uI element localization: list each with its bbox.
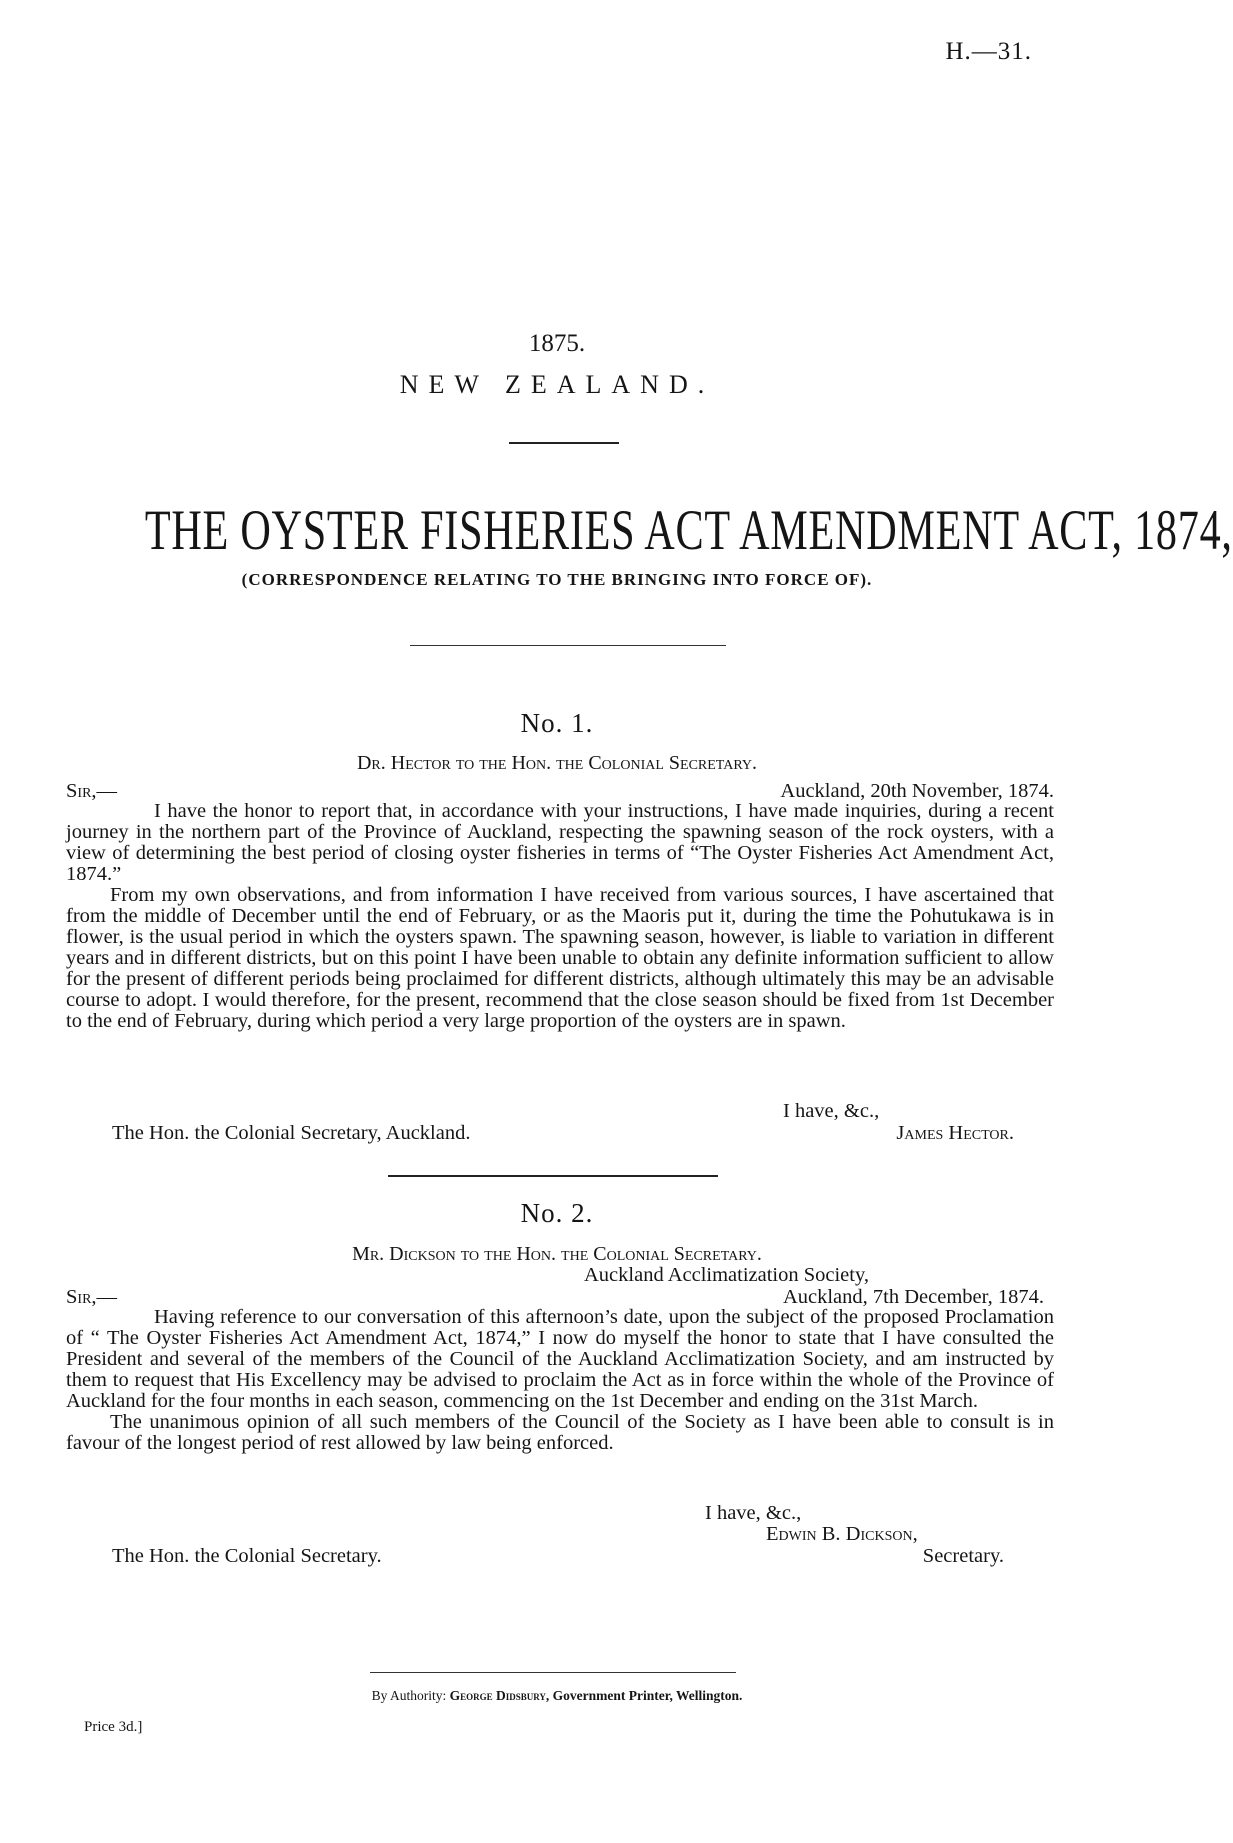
- printer-name: George Didsbury,: [449, 1688, 550, 1703]
- title-rule-top: [509, 442, 619, 444]
- letter-2-paragraph: Having reference to our conversation of this afternoon’s date, upon the subject of the proposed Proclamation of “ The Oyster Fisheries Act Amendment Act, 1874,” I now do myself the honor to state that I have consulted the President and several of the members of the Council of the Auckland Acclimatization Society, and am instructed by them to request that His Excellency may be advised to proclaim the Act as in force within the whole of the Province of Auckland for the four months in each season, commencing on the 1st December and ending on the 31st March.: [66, 1306, 1054, 1412]
- letter-1-closing: I have, &c.,: [783, 1100, 880, 1122]
- subtitle-divider: [410, 645, 726, 646]
- printer-imprint: [0, 1688, 1114, 1704]
- letter-2-signature: Edwin B. Dickson,: [766, 1523, 918, 1545]
- letter-1-body: [66, 801, 1054, 1032]
- country-heading: NEW ZEALAND.: [399, 370, 715, 399]
- letter-2-paragraph: The unanimous opinion of all such members of the Council of the Society as I have been able to consult is in favour of the longest period of rest allowed by law being enforced.: [66, 1411, 1054, 1454]
- letter-2-organisation: Auckland Acclimatization Society,: [584, 1264, 870, 1286]
- footer-rule: [370, 1672, 736, 1673]
- letter-2-heading: Mr. Dickson to the Hon. the Colonial Secretary.: [352, 1243, 762, 1265]
- price-note: Price 3d.]: [84, 1719, 143, 1735]
- letter-1-signature: James Hector.: [896, 1122, 1014, 1144]
- letter-2-addressee: The Hon. the Colonial Secretary.: [112, 1545, 382, 1567]
- letter-2-body: [66, 1307, 1054, 1454]
- letter-2-closing: I have, &c.,: [705, 1502, 802, 1524]
- letter-1-number: No. 1.: [520, 708, 594, 738]
- letter-1-salutation: Sir,—: [66, 780, 118, 802]
- document-subtitle: (CORRESPONDENCE RELATING TO THE BRINGING INTO FORCE OF).: [241, 570, 873, 589]
- letter-2-number: No. 2.: [520, 1198, 594, 1228]
- letter-1-heading: Dr. Hector to the Hon. the Colonial Secretary.: [356, 752, 758, 774]
- letter-2-signature-title: Secretary.: [922, 1545, 1004, 1567]
- imprint-prefix: By Authority:: [371, 1688, 447, 1703]
- document-title: THE OYSTER FISHERIES ACT AMENDMENT ACT, 1874,: [144, 499, 1233, 562]
- page-reference: H.—31.: [945, 38, 1032, 65]
- publication-year: 1875.: [528, 330, 586, 357]
- letter-1-paragraph: From my own observations, and from information I have received from various sources, I have ascertained that from the middle of December until the end of February, or as the Maoris put it, during the time the Pohutukawa is in flower, is the usual period in which the oysters spawn. The spawning season, however, is liable to variation in different years and in different districts, but on this point I have been unable to obtain any definite information sufficient to allow for the present of different periods being proclaimed for different districts, although ultimately this may be an advisable course to adopt. I would therefore, for the present, recommend that the close season should be fixed from 1st December to the end of February, during which period a very large proportion of the oysters are in spawn.: [66, 884, 1054, 1032]
- letter-1-addressee: The Hon. the Colonial Secretary, Auckland.: [112, 1122, 471, 1144]
- letter-2-place-date: Auckland, 7th December, 1874.: [782, 1286, 1044, 1308]
- letter-divider: [388, 1175, 718, 1177]
- printer-title: Government Printer, Wellington.: [552, 1688, 743, 1703]
- letter-1-place-date: Auckland, 20th November, 1874.: [780, 780, 1054, 802]
- letter-1-paragraph: I have the honor to report that, in accordance with your instructions, I have made inquiries, during a recent journey in the northern part of the Province of Auckland, respecting the spawning season of the rock oysters, with a view of determining the best period of closing oyster fisheries in terms of “The Oyster Fisheries Act Amendment Act, 1874.”: [66, 800, 1054, 885]
- letter-2-salutation: Sir,—: [66, 1286, 118, 1308]
